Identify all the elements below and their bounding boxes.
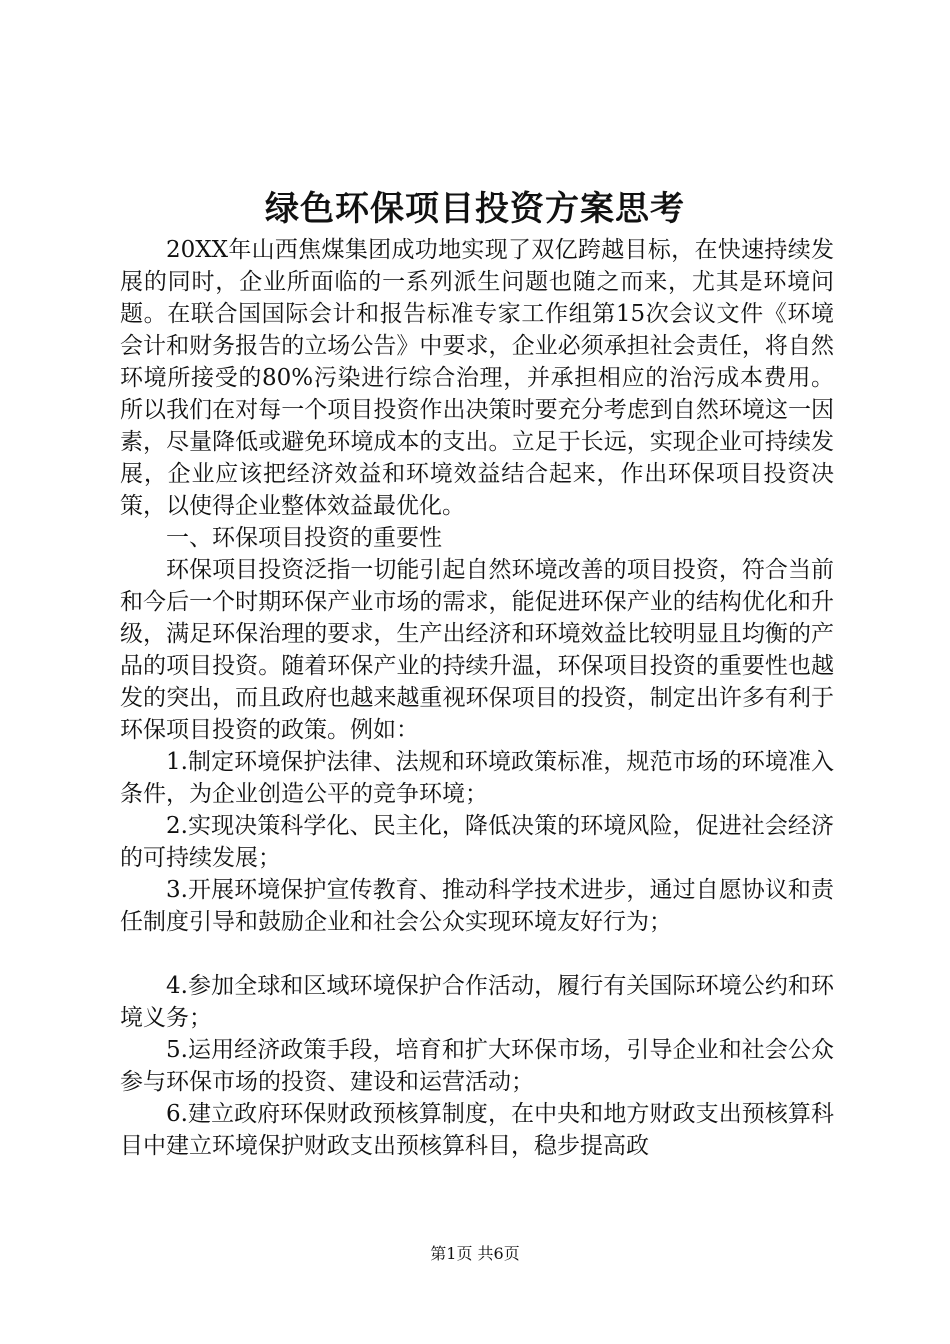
list-item: 2.实现决策科学化、民主化，降低决策的环境风险，促进社会经济的可持续发展； <box>120 813 834 871</box>
paragraph: 环保项目投资泛指一切能引起自然环境改善的项目投资，符合当前和今后一个时期环保产业市场的需求，能促进环保产业的结构优化和升级，满足环保治理的要求，生产出经济和环境效益比较明显且均衡的产品的项目投资。随着环保产业的持续升温，环保项目投资的重要性也越发的突出，而且政府也越来越重视环保项目的投资，制定出许多有利于环保项目投资的政策。例如： <box>120 557 834 743</box>
document-title: 绿色环保项目投资方案思考 <box>265 189 685 229</box>
section-heading: 一、环保项目投资的重要性 <box>166 525 442 551</box>
page-number: 第1页 共6页 <box>430 1244 520 1263</box>
list-item: 6.建立政府环保财政预核算制度，在中央和地方财政支出预核算科目中建立环境保护财政支出预核算科目，稳步提高政 <box>120 1101 834 1159</box>
blank-line <box>120 938 834 970</box>
list-item: 1.制定环境保护法律、法规和环境政策标准，规范市场的环境准入条件，为企业创造公平的竞争环境； <box>120 749 834 807</box>
list-item: 5.运用经济政策手段，培育和扩大环保市场，引导企业和社会公众参与环保市场的投资、建设和运营活动； <box>120 1037 834 1095</box>
paragraph-intro: 20XX年山西焦煤集团成功地实现了双亿跨越目标，在快速持续发展的同时，企业所面临的一系列派生问题也随之而来，尤其是环境问题。在联合国国际会计和报告标准专家工作组第15次会议文件《环境会计和财务报告的立场公告》中要求，企业必须承担社会责任，将自然环境所接受的80%污染进行综合治理，并承担相应的治污成本费用。所以我们在对每一个项目投资作出决策时要充分考虑到自然环境这一因素，尽量降低或避免环境成本的支出。立足于长远，实现企业可持续发展，企业应该把经济效益和环境效益结合起来，作出环保项目投资决策，以使得企业整体效益最优化。 <box>120 237 834 519</box>
list-item: 4.参加全球和区域环境保护合作活动，履行有关国际环境公约和环境义务； <box>120 973 834 1031</box>
document-body <box>120 234 834 1162</box>
list-item: 3.开展环境保护宣传教育、推动科学技术进步，通过自愿协议和责任制度引导和鼓励企业和社会公众实现环境友好行为； <box>120 877 834 935</box>
